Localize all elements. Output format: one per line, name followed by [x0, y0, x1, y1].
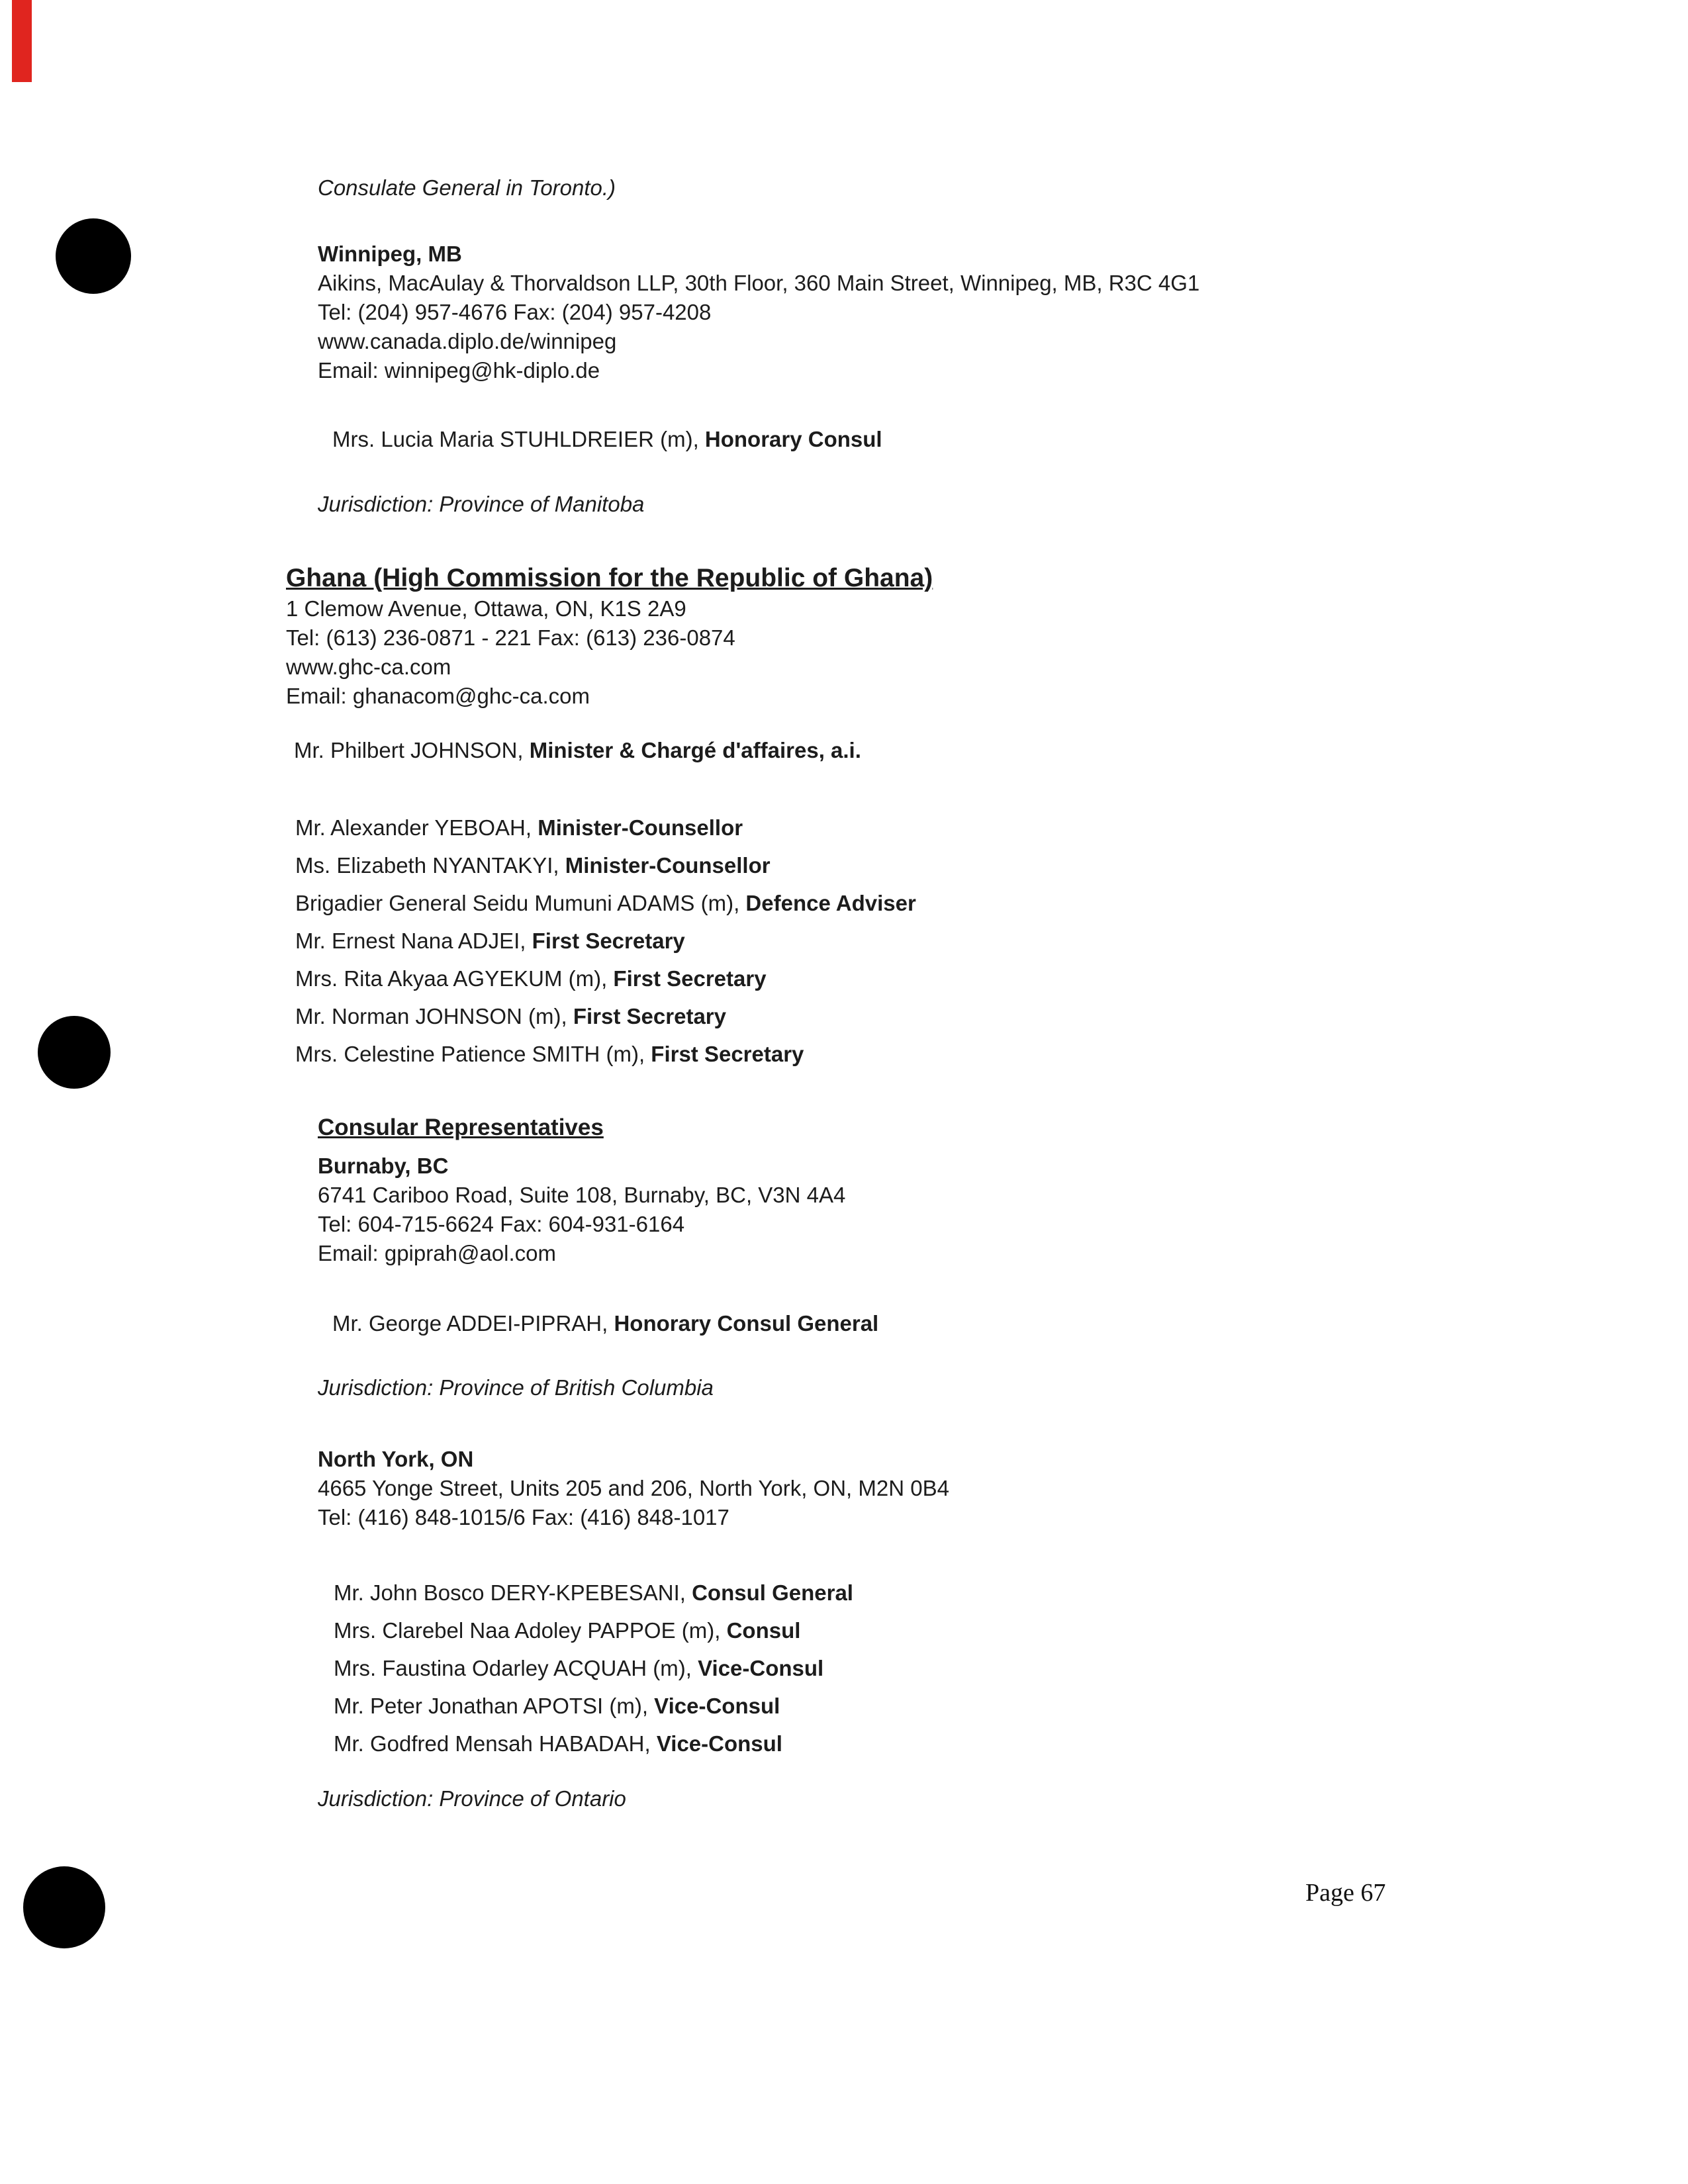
staff-line [334, 1725, 1451, 1762]
staff-line [295, 960, 1451, 997]
north-york-city: North York, ON [318, 1447, 474, 1471]
officer-name: Mrs. Celestine Patience SMITH (m), [295, 1042, 651, 1066]
burnaby-address: 6741 Cariboo Road, Suite 108, Burnaby, BC, V3N 4A4 [318, 1183, 846, 1207]
officer-name: Mr. Ernest Nana ADJEI, [295, 929, 532, 953]
officer-title: Minister-Counsellor [565, 853, 771, 878]
officer-name: Mr. George ADDEI-PIPRAH, [332, 1311, 614, 1336]
staff-line [334, 1649, 1451, 1687]
scan-red-stripe [12, 0, 32, 82]
north-york-jurisdiction: Jurisdiction: Province of Ontario [318, 1786, 626, 1811]
officer-title: First Secretary [613, 966, 767, 991]
burnaby-city: Burnaby, BC [318, 1154, 449, 1178]
officer-title: Consul [726, 1618, 801, 1643]
winnipeg-city: Winnipeg, MB [318, 242, 462, 266]
winnipeg-contact-block [318, 240, 1451, 385]
staff-line [295, 922, 1451, 960]
officer-name: Mr. Alexander YEBOAH, [295, 815, 538, 840]
winnipeg-address: Aikins, MacAulay & Thorvaldson LLP, 30th Floor, 360 Main Street, Winnipeg, MB, R3C 4G1 [318, 271, 1200, 295]
officer-title: Vice-Consul [656, 1731, 782, 1756]
ghana-staff-list [286, 809, 1451, 1073]
officer-name: Mrs. Faustina Odarley ACQUAH (m), [334, 1656, 698, 1680]
staff-line [295, 1035, 1451, 1073]
north-york-contact-block [318, 1445, 1451, 1532]
ghana-head-of-mission-line [294, 736, 1451, 765]
officer-name: Mr. Philbert JOHNSON, [294, 738, 530, 762]
staff-line [334, 1687, 1451, 1725]
burnaby-phone-fax: Tel: 604-715-6624 Fax: 604-931-6164 [318, 1212, 685, 1236]
burnaby-jurisdiction: Jurisdiction: Province of British Columbia [318, 1375, 714, 1400]
north-york-phone-fax: Tel: (416) 848-1015/6 Fax: (416) 848-1017 [318, 1505, 729, 1529]
officer-name: Mrs. Rita Akyaa AGYEKUM (m), [295, 966, 614, 991]
winnipeg-email: Email: winnipeg@hk-diplo.de [318, 358, 600, 383]
ghana-phone-fax: Tel: (613) 236-0871 - 221 Fax: (613) 236-0874 [286, 625, 735, 650]
officer-title: Vice-Consul [654, 1694, 780, 1718]
document-body [286, 173, 1451, 1813]
winnipeg-jurisdiction: Jurisdiction: Province of Manitoba [318, 492, 645, 516]
staff-line [295, 997, 1451, 1035]
ghana-address: 1 Clemow Avenue, Ottawa, ON, K1S 2A9 [286, 596, 686, 621]
ghana-section-heading: Ghana (High Commission for the Republic of Ghana) [286, 564, 933, 592]
punch-hole-bottom [23, 1866, 105, 1948]
officer-title: Vice-Consul [698, 1656, 824, 1680]
ghana-email: Email: ghanacom@ghc-ca.com [286, 684, 590, 708]
ghana-contact-block [286, 594, 1451, 711]
staff-line [295, 884, 1451, 922]
staff-line [334, 1612, 1451, 1649]
consular-representatives-heading: Consular Representatives [318, 1115, 604, 1140]
officer-title: Minister-Counsellor [538, 815, 743, 840]
officer-name: Brigadier General Seidu Mumuni ADAMS (m), [295, 891, 746, 915]
officer-title: Honorary Consul [704, 427, 882, 451]
punch-hole-top [56, 218, 131, 294]
officer-name: Mr. Godfred Mensah HABADAH, [334, 1731, 657, 1756]
ghana-website: www.ghc-ca.com [286, 655, 451, 679]
officer-name: Ms. Elizabeth NYANTAKYI, [295, 853, 565, 878]
officer-title: Consul General [692, 1580, 853, 1605]
north-york-address: 4665 Yonge Street, Units 205 and 206, North York, ON, M2N 0B4 [318, 1476, 949, 1500]
burnaby-email: Email: gpiprah@aol.com [318, 1241, 556, 1265]
officer-title: First Secretary [532, 929, 685, 953]
officer-title: Honorary Consul General [614, 1311, 879, 1336]
staff-line [334, 1574, 1451, 1612]
page-number: Page 67 [1305, 1879, 1386, 1907]
burnaby-officer-line [332, 1309, 1451, 1338]
previous-entry-fragment: Consulate General in Toronto.) [318, 175, 616, 200]
punch-hole-middle [38, 1016, 111, 1089]
officer-title: Defence Adviser [745, 891, 916, 915]
winnipeg-phone-fax: Tel: (204) 957-4676 Fax: (204) 957-4208 [318, 300, 712, 324]
winnipeg-officer-line [332, 425, 1451, 454]
staff-line [295, 809, 1451, 846]
staff-line [295, 846, 1451, 884]
officer-title: First Secretary [573, 1004, 726, 1028]
north-york-staff-list [324, 1574, 1451, 1762]
officer-name: Mrs. Clarebel Naa Adoley PAPPOE (m), [334, 1618, 727, 1643]
officer-name: Mr. John Bosco DERY-KPEBESANI, [334, 1580, 692, 1605]
burnaby-contact-block [318, 1152, 1451, 1268]
officer-name: Mr. Norman JOHNSON (m), [295, 1004, 573, 1028]
officer-title: Minister & Chargé d'affaires, a.i. [529, 738, 861, 762]
officer-name: Mr. Peter Jonathan APOTSI (m), [334, 1694, 655, 1718]
officer-name: Mrs. Lucia Maria STUHLDREIER (m), [332, 427, 705, 451]
officer-title: First Secretary [651, 1042, 804, 1066]
winnipeg-website: www.canada.diplo.de/winnipeg [318, 329, 617, 353]
